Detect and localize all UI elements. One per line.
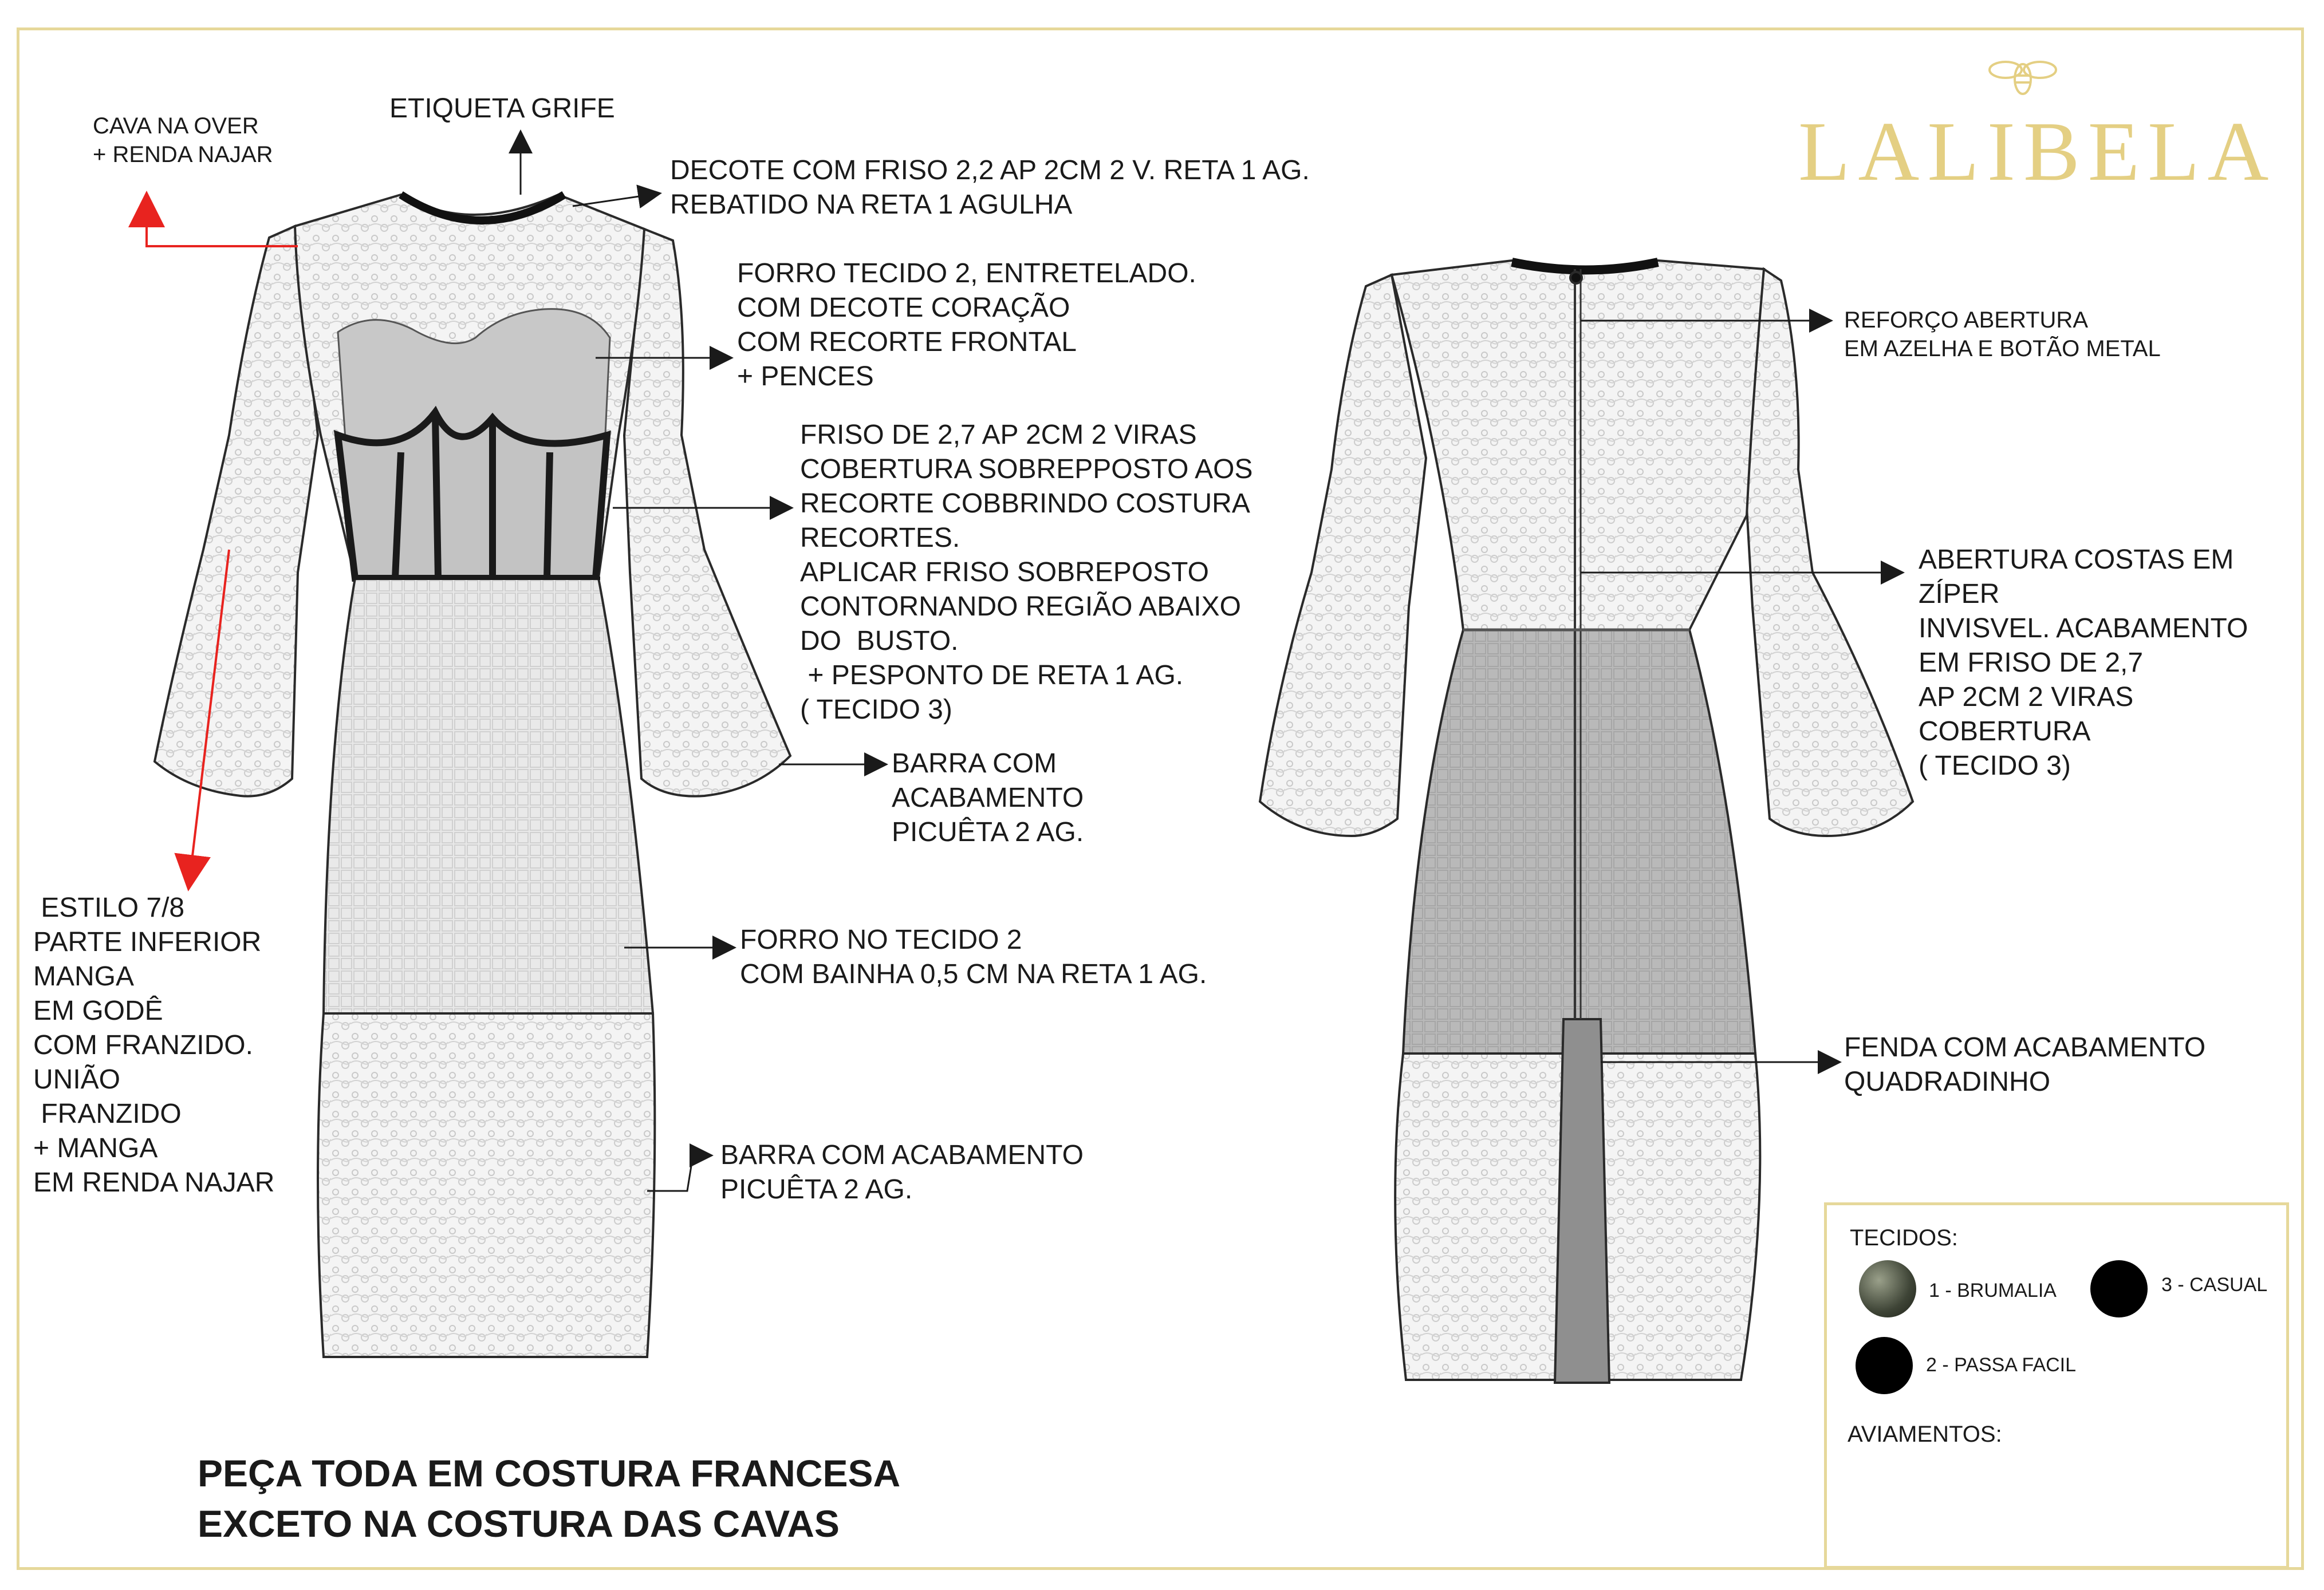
back-dress (1260, 261, 1913, 1383)
title-line2: EXCETO NA COSTURA DAS CAVAS (198, 1502, 840, 1545)
legend-fabric1: 1 - BRUMALIA (1929, 1280, 2057, 1301)
legend-fabric2: 2 - PASSA FACIL (1926, 1354, 2077, 1376)
legend-tecidos-title: TECIDOS: (1850, 1225, 1958, 1250)
title-line1: PEÇA TODA EM COSTURA FRANCESA (198, 1452, 901, 1494)
front-left-sleeve (155, 226, 318, 796)
label-decote: DECOTE COM FRISO 2,2 AP 2CM 2 V. RETA 1 AG. REBATIDO NA RETA 1 AGULHA (670, 155, 1310, 220)
front-skirt-lining (324, 578, 653, 1013)
label-estilo: ESTILO 7/8 PARTE INFERIOR MANGA EM GODÊ COM FRANZIDO. UNIÃO FRANZIDO + MANGA EM RENDA NAJAR (33, 893, 275, 1198)
label-reforco: REFORÇO ABERTURA EM AZELHA E BOTÃO METAL (1844, 307, 2161, 361)
legend-box (1824, 1202, 2289, 1569)
label-barra-manga: BARRA COM ACABAMENTO PICUÊTA 2 AG. (892, 748, 1084, 847)
label-friso: FRISO DE 2,7 AP 2CM 2 VIRAS COBERTURA SOBREPPOSTO AOS RECORTE COBBRINDO COSTURA RECORTES. APLICAR FRISO SOBREPOSTO CONTORNANDO REGIÃO ABAIXO DO BUSTO. + PESPONTO DE RETA 1 AG. ( TECIDO 3) (800, 420, 1253, 725)
label-abertura: ABERTURA COSTAS EM ZÍPER INVISVEL. ACABAMENTO EM FRISO DE 2,7 AP 2CM 2 VIRAS COBERTURA ( TECIDO 3) (1919, 545, 2248, 781)
fabric1-swatch-icon (1859, 1260, 1916, 1317)
fabric2-swatch-icon (1856, 1337, 1913, 1394)
label-forro-tecido2: FORRO NO TECIDO 2 COM BAINHA 0,5 CM NA RETA 1 AG. (740, 925, 1207, 989)
label-cava: CAVA NA OVER + RENDA NAJAR (93, 113, 273, 167)
label-forro-tecido: FORRO TECIDO 2, ENTRETELADO. COM DECOTE CORAÇÃO COM RECORTE FRONTAL + PENCES (737, 258, 1196, 392)
back-skirt-lining (1403, 630, 1755, 1054)
fabric3-swatch-icon (2090, 1260, 2148, 1317)
back-left-sleeve (1260, 275, 1426, 836)
label-barra-saia: BARRA COM ACABAMENTO PICUÊTA 2 AG. (720, 1140, 1084, 1205)
brand-logo: LALIBELA (1798, 105, 2277, 199)
back-slit (1555, 1019, 1609, 1383)
back-neckline (1512, 262, 1658, 270)
legend-aviamentos-title: AVIAMENTOS: (1848, 1422, 2002, 1447)
label-etiqueta: ETIQUETA GRIFE (389, 93, 615, 124)
back-bodice (1392, 261, 1764, 630)
label-fenda: FENDA COM ACABAMENTO QUADRADINHO (1844, 1032, 2206, 1097)
front-skirt-lower (318, 1013, 655, 1357)
legend-fabric3: 3 - CASUAL (2161, 1274, 2268, 1296)
